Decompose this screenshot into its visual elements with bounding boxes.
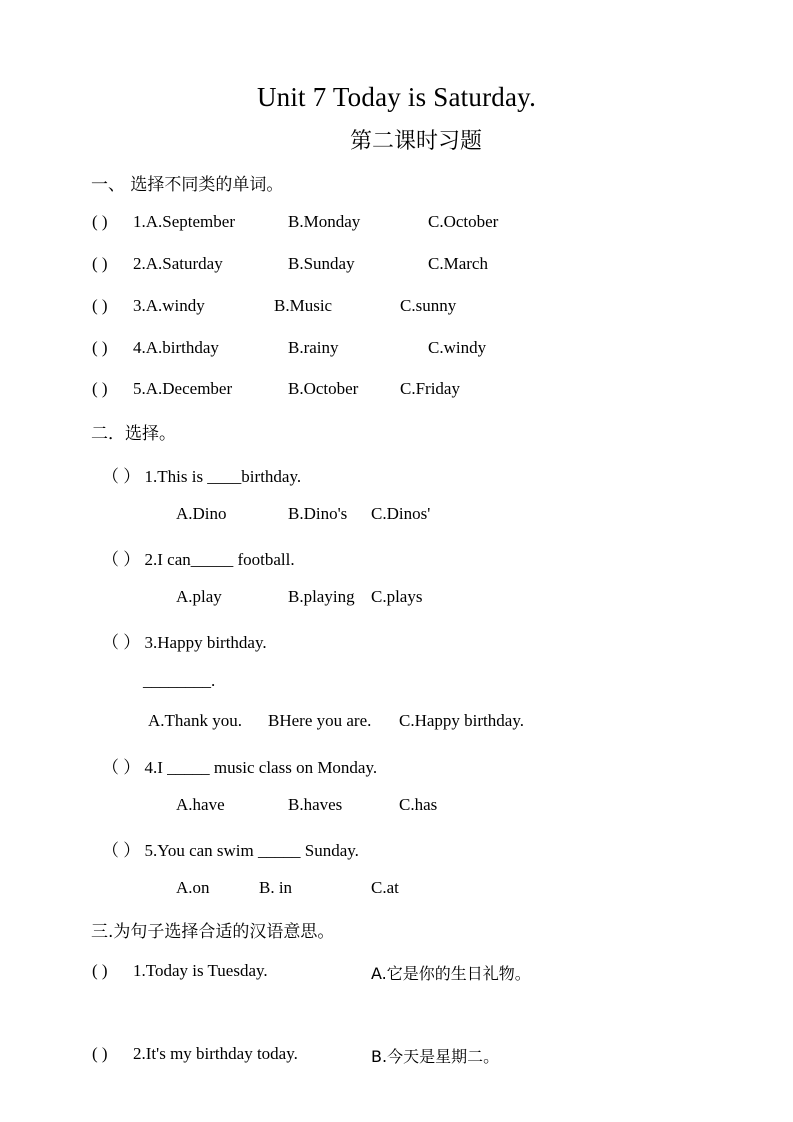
- option-c: C.sunny: [400, 296, 457, 315]
- answer-bracket[interactable]: ( ): [92, 296, 108, 315]
- option-a: A.have: [176, 795, 225, 814]
- option-b: B. in: [259, 878, 293, 897]
- option-a: A.Thank you.: [148, 711, 242, 730]
- option-a: A.Dino: [176, 504, 227, 523]
- option-c: C.Dinos': [371, 504, 431, 523]
- question-stem[interactable]: （ ） 4.I _____ music class on Monday.: [102, 758, 378, 777]
- option-a: A.play: [176, 587, 222, 606]
- answer-bracket[interactable]: ( ): [92, 254, 108, 273]
- answer-bracket[interactable]: ( ): [92, 379, 108, 398]
- option-b: B.Dino's: [288, 504, 348, 523]
- answer-bracket[interactable]: ( ): [92, 961, 108, 980]
- question-stem[interactable]: （ ） 1.This is ____birthday.: [102, 467, 302, 486]
- english-sentence: 1.Today is Tuesday.: [133, 961, 268, 980]
- page-title: Unit 7 Today is Saturday.: [256, 82, 537, 112]
- page-subtitle: 第二课时习题: [350, 129, 483, 154]
- option-b: B.Music: [274, 296, 333, 315]
- answer-blank[interactable]: ________.: [143, 671, 216, 690]
- option-a: 4.A.birthday: [133, 338, 219, 357]
- section1-heading: 一、 选择不同类的单词。: [91, 175, 284, 195]
- option-c: C.Friday: [400, 379, 460, 398]
- option-a: 2.A.Saturday: [133, 254, 223, 273]
- option-c: C.October: [428, 212, 499, 231]
- option-c: C.Happy birthday.: [399, 711, 524, 730]
- option-b: B.October: [288, 379, 359, 398]
- option-b: BHere you are.: [268, 711, 372, 730]
- chinese-meaning: A.它是你的生日礼物。: [371, 964, 531, 983]
- option-c: C.at: [371, 878, 399, 897]
- option-a: 1.A.September: [133, 212, 235, 231]
- option-b: B.playing: [288, 587, 355, 606]
- option-c: C.windy: [428, 338, 487, 357]
- option-a: 3.A.windy: [133, 296, 205, 315]
- option-a: 5.A.December: [133, 379, 233, 398]
- question-stem[interactable]: （ ） 2.I can_____ football.: [102, 550, 295, 569]
- option-c: C.March: [428, 254, 488, 273]
- section2-heading: 二．选择。: [91, 424, 176, 444]
- option-a: A.on: [176, 878, 210, 897]
- answer-bracket[interactable]: ( ): [92, 1044, 108, 1063]
- option-b: B.rainy: [288, 338, 339, 357]
- section3-heading: 三.为句子选择合适的汉语意思。: [91, 922, 335, 942]
- chinese-meaning: B.今天是星期二。: [371, 1047, 500, 1066]
- question-stem[interactable]: （ ） 3.Happy birthday.: [102, 633, 267, 652]
- option-c: C.plays: [371, 587, 423, 606]
- option-c: C.has: [399, 795, 438, 814]
- english-sentence: 2.It's my birthday today.: [133, 1044, 298, 1063]
- answer-bracket[interactable]: ( ): [92, 338, 108, 357]
- option-b: B.Monday: [288, 212, 361, 231]
- option-b: B.haves: [288, 795, 343, 814]
- option-b: B.Sunday: [288, 254, 355, 273]
- question-stem[interactable]: （ ） 5.You can swim _____ Sunday.: [102, 841, 359, 860]
- answer-bracket[interactable]: ( ): [92, 212, 108, 231]
